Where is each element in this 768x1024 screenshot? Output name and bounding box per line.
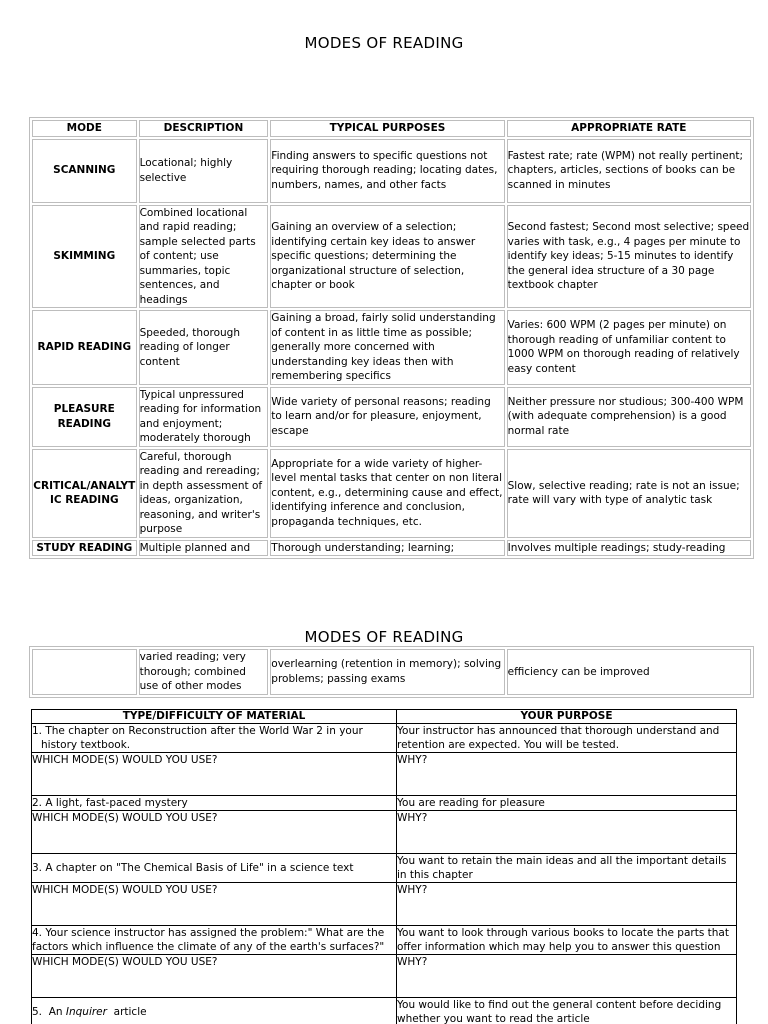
why-answer-cell[interactable] xyxy=(397,753,737,796)
rate-cell: efficiency can be improved xyxy=(507,649,751,695)
material-cell: 3. A chapter on "The Chemical Basis of Life" in a science text xyxy=(32,854,397,883)
header-purposes: TYPICAL PURPOSES xyxy=(270,120,504,137)
header-mode: MODE xyxy=(32,120,137,137)
material-cell: 4. Your science instructor has assigned the problem:" What are the factors which influence the climate of any of the earth's surfaces?" xyxy=(32,926,397,955)
header-material: TYPE/DIFFICULTY OF MATERIAL xyxy=(32,710,397,724)
rate-cell: Fastest rate; rate (WPM) not really pertinent; chapters, articles, sections of books can be scanned in minutes xyxy=(507,139,751,203)
description-cell: varied reading; very thorough; combined use of other modes xyxy=(139,649,269,695)
answer-row xyxy=(32,753,737,796)
mode-answer-cell[interactable] xyxy=(32,811,397,854)
purpose-cell: You want to look through various books to locate the parts that offer information which may help you to answer this question xyxy=(397,926,737,955)
material-text-cont: history textbook. xyxy=(41,739,131,751)
purposes-cell: Appropriate for a wide variety of higher-level mental tasks that center on non literal content, e.g., determining cause and effect, identifying inference and conclusion, propaganda techniques, etc. xyxy=(270,449,504,538)
answer-row xyxy=(32,811,737,854)
modes-table xyxy=(30,118,753,558)
rate-cell: Second fastest; Second most selective; speed varies with task, e.g., 4 pages per minute to identify key ideas; 5-15 minutes to identify the general idea structure of a 30 page textbook chapter xyxy=(507,205,751,309)
why-label: WHY? xyxy=(397,956,428,968)
question-label: WHICH MODE(S) WOULD YOU USE? xyxy=(32,956,218,968)
material-cell xyxy=(32,724,397,753)
material-text: 1. The chapter on Reconstruction after the World War 2 in your xyxy=(32,725,363,737)
material-text-suffix: article xyxy=(106,1006,147,1018)
purpose-cell: Your instructor has announced that thorough understand and retention are expected. You will be tested. xyxy=(397,724,737,753)
table-row xyxy=(32,649,751,695)
why-answer-cell[interactable] xyxy=(397,811,737,854)
description-cell: Typical unpressured reading for information and enjoyment; moderately thorough xyxy=(139,387,269,447)
description-cell: Careful, thorough reading and rereading; in depth assessment of ideas, organization, reasoning, and writer's purpose xyxy=(139,449,269,538)
table-row xyxy=(32,540,751,557)
description-cell: Multiple planned and xyxy=(139,540,269,557)
purposes-cell: Gaining a broad, fairly solid understanding of content in as little time as possible; generally more concerned with understanding key ideas then with remembering specifics xyxy=(270,310,504,385)
modes-table-continuation xyxy=(30,647,753,697)
mode-answer-cell[interactable] xyxy=(32,955,397,998)
description-cell: Speeded, thorough reading of longer content xyxy=(139,310,269,385)
purposes-cell: Finding answers to specific questions not requiring thorough reading; locating dates, numbers, names, and other facts xyxy=(270,139,504,203)
header-purpose: YOUR PURPOSE xyxy=(397,710,737,724)
purpose-cell: You are reading for pleasure xyxy=(397,796,737,811)
header-rate: APPROPRIATE RATE xyxy=(507,120,751,137)
table-row xyxy=(32,998,737,1024)
description-cell: Combined locational and rapid reading; sample selected parts of content; use summaries, topic sentences, and headings xyxy=(139,205,269,309)
answer-row xyxy=(32,955,737,998)
table-row xyxy=(32,387,751,447)
modes-header-row xyxy=(32,120,751,137)
mode-cell: SKIMMING xyxy=(32,205,137,309)
table-row xyxy=(32,796,737,811)
page-title: MODES OF READING xyxy=(304,34,464,52)
purposes-cell: Thorough understanding; learning; xyxy=(270,540,504,557)
question-label: WHICH MODE(S) WOULD YOU USE? xyxy=(32,812,218,824)
why-answer-cell[interactable] xyxy=(397,955,737,998)
why-label: WHY? xyxy=(397,812,428,824)
mode-cell: CRITICAL/ANALYTIC READING xyxy=(32,449,137,538)
mode-cell: PLEASURE READING xyxy=(32,387,137,447)
publication-name: Inquirer xyxy=(65,1006,107,1018)
table-row xyxy=(32,724,737,753)
table-row xyxy=(32,449,751,538)
mode-answer-cell[interactable] xyxy=(32,883,397,926)
mode-answer-cell[interactable] xyxy=(32,753,397,796)
purposes-cell: Wide variety of personal reasons; reading to learn and/or for pleasure, enjoyment, escape xyxy=(270,387,504,447)
table-row xyxy=(32,139,751,203)
material-text: 5. An xyxy=(32,1006,66,1018)
practice-header-row xyxy=(32,710,737,724)
table-row xyxy=(32,310,751,385)
purposes-cell: Gaining an overview of a selection; identifying certain key ideas to answer specific questions; determining the organizational structure of selection, chapter or book xyxy=(270,205,504,309)
mode-cell xyxy=(32,649,137,695)
mode-cell: STUDY READING xyxy=(32,540,137,557)
question-label: WHICH MODE(S) WOULD YOU USE? xyxy=(32,754,218,766)
table-row xyxy=(32,854,737,883)
mode-cell: RAPID READING xyxy=(32,310,137,385)
question-label: WHICH MODE(S) WOULD YOU USE? xyxy=(32,884,218,896)
answer-row xyxy=(32,883,737,926)
material-cell: 2. A light, fast-paced mystery xyxy=(32,796,397,811)
purpose-cell: You want to retain the main ideas and all the important details in this chapter xyxy=(397,854,737,883)
rate-cell: Varies: 600 WPM (2 pages per minute) on thorough reading of unfamiliar content to 1000 WPM on thorough reading of relatively easy content xyxy=(507,310,751,385)
rate-cell: Slow, selective reading; rate is not an issue; rate will vary with type of analytic task xyxy=(507,449,751,538)
rate-cell: Involves multiple readings; study-reading xyxy=(507,540,751,557)
purposes-cell: overlearning (retention in memory); solving problems; passing exams xyxy=(270,649,504,695)
page-title-repeat: MODES OF READING xyxy=(304,628,464,646)
purpose-cell: You would like to find out the general content before deciding whether you want to read the article xyxy=(397,998,737,1024)
practice-table xyxy=(31,709,737,1024)
description-cell: Locational; highly selective xyxy=(139,139,269,203)
table-row xyxy=(32,926,737,955)
material-cell xyxy=(32,998,397,1024)
table-row xyxy=(32,205,751,309)
why-label: WHY? xyxy=(397,884,428,896)
why-label: WHY? xyxy=(397,754,428,766)
header-description: DESCRIPTION xyxy=(139,120,269,137)
rate-cell: Neither pressure nor studious; 300-400 WPM (with adequate comprehension) is a good normal rate xyxy=(507,387,751,447)
mode-cell: SCANNING xyxy=(32,139,137,203)
why-answer-cell[interactable] xyxy=(397,883,737,926)
